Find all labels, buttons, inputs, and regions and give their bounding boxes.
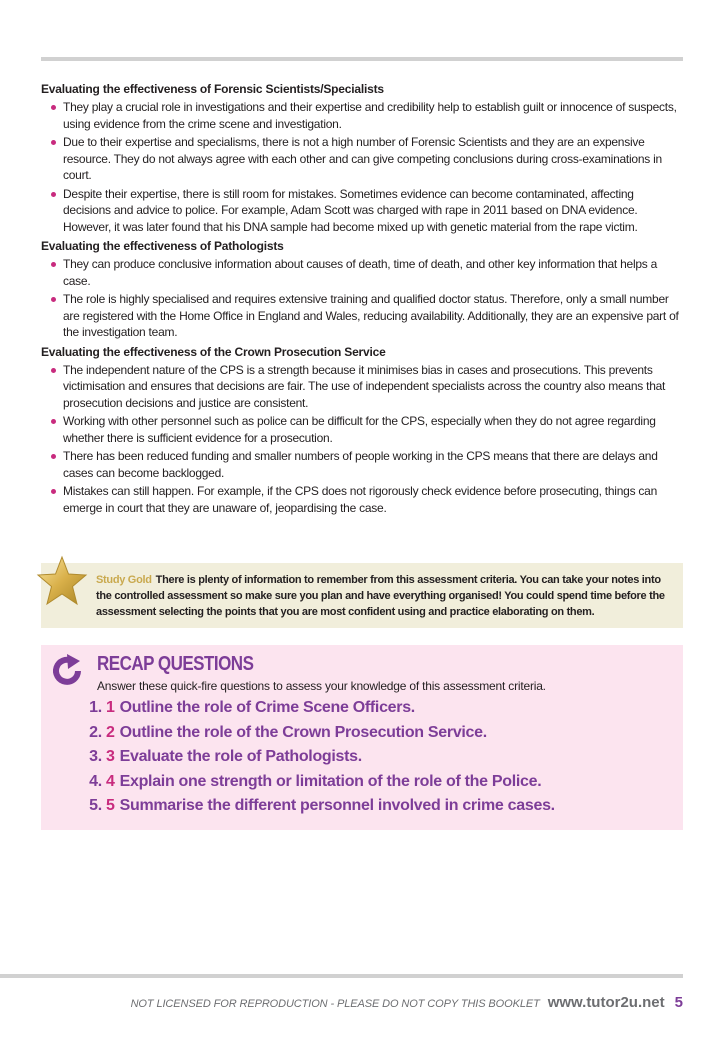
list-item: Due to their expertise and specialisms, there is not a high number of Forensic Scientists and they are an expensive resource. They do not always agree with each other and can give competing conclusions during cross-examinations in court. xyxy=(63,134,683,184)
top-rule xyxy=(41,57,683,61)
question-text: Summarise the different personnel involved in crime cases. xyxy=(119,797,555,814)
section-pathologists xyxy=(41,239,683,341)
question-text: Outline the role of Crime Scene Officers. xyxy=(119,699,415,716)
question-number: 5 xyxy=(106,797,115,814)
section-heading: Evaluating the effectiveness of the Crown Prosecution Service xyxy=(41,344,386,359)
recap-question xyxy=(106,797,555,815)
section-heading: Evaluating the effectiveness of Pathologists xyxy=(41,239,284,253)
list-item: There has been reduced funding and smaller numbers of people working in the CPS means that there are delays and cases can become backlogged. xyxy=(63,448,683,481)
section-heading: Evaluating the effectiveness of Forensic Scientists/Specialists xyxy=(41,82,384,96)
question-number: 2 xyxy=(106,724,115,741)
refresh-arrow-icon xyxy=(48,652,86,690)
study-gold-label: Study Gold xyxy=(96,574,152,586)
list-item: Mistakes can still happen. For example, if the CPS does not rigorously check evidence before prosecuting, things can emerge in court that they are unaware of, jeopardising the case. xyxy=(63,483,683,516)
main-content xyxy=(41,82,683,520)
list-item: The independent nature of the CPS is a strength because it minimises bias in cases and prosecutions. This prevents victimisation and ensures that decisions are fair. The use of independent specialists across the country also means that prosecution decisions and justice are consistent. xyxy=(63,362,683,412)
question-number: 1 xyxy=(106,699,115,716)
bullet-list xyxy=(41,99,683,235)
recap-intro: Answer these quick-fire questions to assess your knowledge of this assessment criteria. xyxy=(97,679,546,693)
list-item: Despite their expertise, there is still room for mistakes. Sometimes evidence can become contaminated, affecting decisions and advice to police. For example, Adam Scott was charged with rape in 2011 based on DNA evidence. However, it was later found that his DNA sample had become mixed up with genetic material from the rape victim. xyxy=(63,186,683,236)
list-item: The role is highly specialised and requires extensive training and qualified doctor status. Therefore, only a small number are registered with the Home Office in England and Wales, reducing availability. Additionally, they are an expensive part of the investigation team. xyxy=(63,291,683,341)
list-item: They play a crucial role in investigations and their expertise and credibility help to establish guilt or innocence of suspects, using evidence from the crime scene and investigation. xyxy=(63,99,683,132)
list-item: They can produce conclusive information about causes of death, time of death, and other key information that helps a case. xyxy=(63,256,683,289)
question-text: Explain one strength or limitation of the role of the Police. xyxy=(119,773,542,790)
question-number: 3 xyxy=(106,748,115,765)
section-forensic xyxy=(41,82,683,235)
bottom-rule xyxy=(0,974,683,978)
question-number: 4 xyxy=(106,773,115,790)
section-cps xyxy=(41,345,683,517)
page-number: 5 xyxy=(674,994,683,1011)
question-text: Evaluate the role of Pathologists. xyxy=(119,748,362,765)
star-icon xyxy=(34,554,90,610)
recap-question xyxy=(106,724,487,742)
recap-question xyxy=(106,748,362,766)
list-item: Working with other personnel such as police can be difficult for the CPS, especially when they do not agree regarding whether there is sufficient evidence for a prosecution. xyxy=(63,413,683,446)
bullet-list xyxy=(41,256,683,341)
license-notice: NOT LICENSED FOR REPRODUCTION - PLEASE DO NOT COPY THIS BOOKLET xyxy=(130,998,540,1010)
study-gold-text xyxy=(96,572,676,620)
recap-question xyxy=(106,699,415,717)
page-footer xyxy=(131,994,683,1011)
website-link[interactable]: www.tutor2u.net xyxy=(547,994,665,1011)
bullet-list xyxy=(41,362,683,517)
study-gold-body: There is plenty of information to remember from this assessment criteria. You can take your notes into the controlled assessment so make sure you plan and have everything organised! You could spend time before the assessment selecting the points that you are most confident using and practice elaborating on them. xyxy=(96,574,665,618)
recap-question xyxy=(106,773,541,791)
recap-title: RECAP QUESTIONS xyxy=(97,653,254,675)
question-text: Outline the role of the Crown Prosecution Service. xyxy=(119,724,487,741)
